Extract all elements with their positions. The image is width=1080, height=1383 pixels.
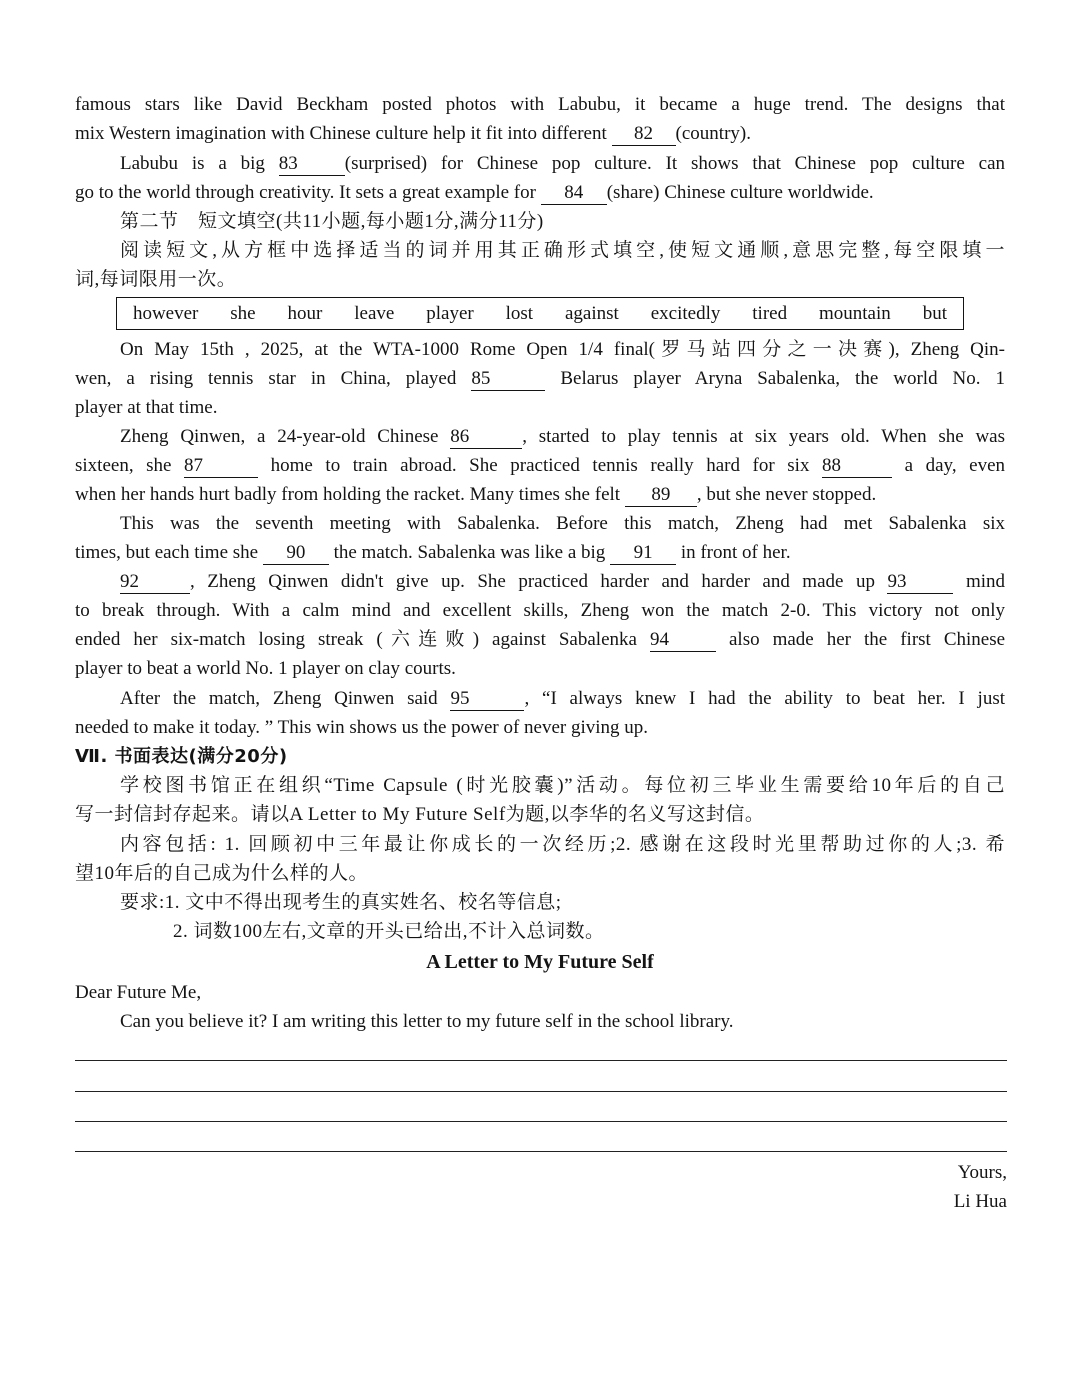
letter-title: A Letter to My Future Self — [426, 951, 654, 973]
writing-line3: 内容包括: 1. 回顾初中三年最让你成长的一次经历;2. 感谢在这段时光里帮助过你的人;3. 希 — [120, 834, 1005, 855]
passage1-line4: go to the world through creativity. It sets a great example for 84 (share) Chinese culture worldwide. — [75, 182, 874, 203]
writing-line2: 写一封信封存起来。请以A Letter to My Future Self为题,以李华的名义写这封信。 — [75, 804, 765, 825]
passage1-line2: mix Western imagination with Chinese culture help it fit into different 82 (country). — [75, 123, 751, 144]
blank-94[interactable]: 94 — [650, 629, 716, 652]
blank-83[interactable]: 83 — [279, 153, 345, 176]
word-box-item: hour — [287, 302, 323, 324]
letter-signature: Li Hua — [953, 1191, 1007, 1212]
letter-opening: Can you believe it? I am writing this letter to my future self in the school library. — [120, 1011, 734, 1032]
blank-82[interactable]: 82 — [612, 123, 676, 146]
passage2-p1-line1: On May 15th , 2025, at the WTA-1000 Rome Open 1/4 final(罗马站四分之一决赛), Zheng Qin- — [120, 339, 1005, 360]
passage2-p4-line1: 92 , Zheng Qinwen didn't give up. She practiced harder and harder and made up 93 mind — [120, 571, 1006, 592]
word-box — [116, 297, 964, 330]
section2-instruction-line2: 词,每词限用一次。 — [75, 269, 237, 290]
passage2-p3-line1: This was the seventh meeting with Sabalenka. Before this match, Zheng had met Sabalenka six — [120, 513, 1005, 534]
word-box-item: excitedly — [650, 302, 721, 324]
answer-line[interactable] — [75, 1121, 1007, 1122]
blank-86[interactable]: 86 — [450, 426, 522, 449]
answer-line[interactable] — [75, 1091, 1007, 1092]
word-box-item: lost — [505, 302, 534, 324]
blank-95[interactable]: 95 — [450, 688, 524, 711]
letter-closing: Yours, — [957, 1162, 1007, 1183]
passage2-p1-line3: player at that time. — [75, 397, 218, 418]
word-box-item: tired — [752, 302, 788, 324]
word-box-item: however — [132, 302, 199, 324]
blank-87[interactable]: 87 — [184, 455, 258, 478]
passage2-p2-line2: sixteen, she 87 home to train abroad. She practiced tennis really hard for six 88 a day, even — [75, 455, 1006, 476]
passage2-p5-line1: After the match, Zheng Qinwen said 95 , “I always knew I had the ability to beat her. I just — [120, 688, 1005, 709]
word-box-item: she — [230, 302, 256, 324]
blank-89[interactable]: 89 — [625, 484, 697, 507]
passage2-p1-line2: wen, a rising tennis star in China, played 85 Belarus player Aryna Sabalenka, the world No. 1 — [75, 368, 1005, 389]
writing-requirement2: 2. 词数100左右,文章的开头已给出,不计入总词数。 — [173, 921, 605, 942]
passage2-p2-line3: when her hands hurt badly from holding the racket. Many times she felt 89 , but she never stopped. — [75, 484, 877, 505]
passage1-line1: famous stars like David Beckham posted photos with Labubu, it became a huge trend. The designs that — [75, 94, 1005, 115]
section2-instruction-line1: 阅读短文,从方框中选择适当的词并用其正确形式填空,使短文通顺,意思完整,每空限填一 — [120, 240, 1005, 261]
writing-requirement1: 要求:1. 文中不得出现考生的真实姓名、校名等信息; — [120, 892, 562, 913]
blank-91[interactable]: 91 — [610, 542, 676, 565]
passage2-p2-line1: Zheng Qinwen, a 24-year-old Chinese 86 , started to play tennis at six years old. When she was — [120, 426, 1006, 447]
word-box-item: player — [426, 302, 474, 324]
word-box-item: leave — [354, 302, 395, 324]
passage2-p5-line2: needed to make it today. ” This win shows us the power of never giving up. — [75, 717, 649, 738]
passage2-p3-line2: times, but each time she 90 the match. Sabalenka was like a big 91 in front of her. — [75, 542, 791, 563]
writing-line1: 学校图书馆正在组织“Time Capsule (时光胶囊)”活动。每位初三毕业生需要给10年后的自己 — [120, 775, 1005, 796]
blank-92[interactable]: 92 — [120, 571, 190, 594]
answer-line[interactable] — [75, 1060, 1007, 1061]
word-box-item: mountain — [819, 302, 891, 324]
blank-85[interactable]: 85 — [471, 368, 545, 391]
blank-90[interactable]: 90 — [263, 542, 329, 565]
blank-88[interactable]: 88 — [822, 455, 892, 478]
letter-greeting: Dear Future Me, — [75, 982, 202, 1003]
answer-line[interactable] — [75, 1151, 1007, 1152]
passage2-p4-line2: to break through. With a calm mind and excellent skills, Zheng won the match 2-0. This victory not only — [75, 600, 1005, 621]
section2-heading: 第二节 短文填空(共11小题,每小题1分,满分11分) — [120, 211, 544, 232]
blank-84[interactable]: 84 — [541, 182, 607, 205]
passage2-p4-line3: ended her six-match losing streak (六连败) against Sabalenka 94 also made her the first Chinese — [75, 629, 1006, 650]
passage1-line3: Labubu is a big 83 (surprised) for Chinese pop culture. It shows that Chinese pop culture can — [120, 153, 1005, 174]
passage2-p4-line4: player to beat a world No. 1 player on clay courts. — [75, 658, 456, 679]
blank-93[interactable]: 93 — [887, 571, 953, 594]
word-box-item: against — [564, 302, 619, 324]
writing-line4: 望10年后的自己成为什么样的人。 — [75, 863, 369, 884]
word-box-item: but — [922, 302, 947, 324]
writing-heading: Ⅶ. 书面表达(满分20分) — [75, 746, 288, 767]
